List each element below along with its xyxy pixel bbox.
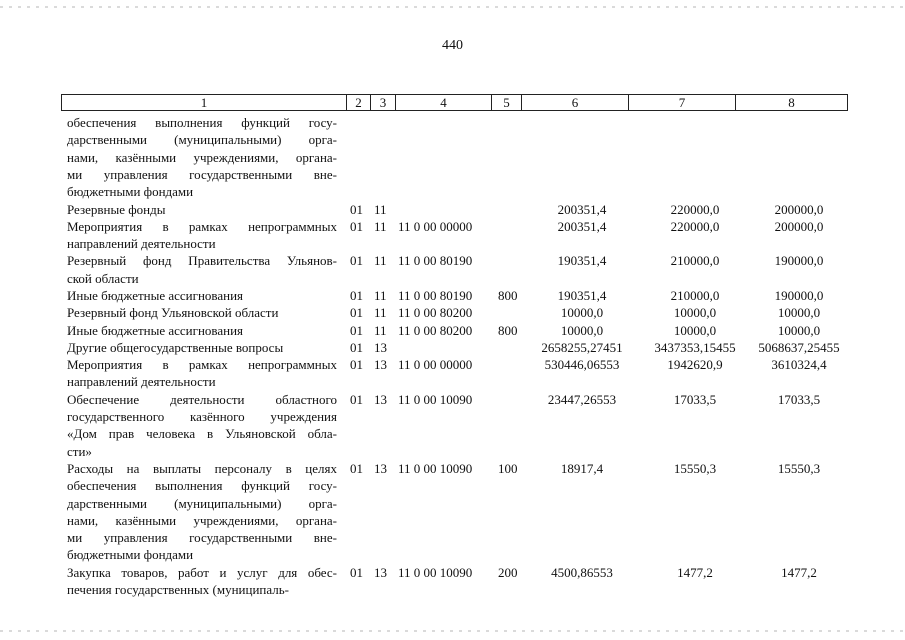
header-col-6: 6 [521, 95, 628, 110]
table-row [0, 218, 905, 253]
section-code: 01 [350, 201, 363, 217]
amount-year-2: 15550,3 [673, 460, 717, 476]
subsection-code: 13 [374, 357, 387, 373]
amount-year-1: 10000,0 [560, 322, 604, 338]
target-article: 11 0 00 80190 [398, 287, 473, 303]
section-code: 01 [350, 391, 363, 407]
amount-year-3: 10000,0 [777, 322, 821, 338]
subsection-code: 11 [374, 218, 387, 234]
header-col-8: 8 [735, 95, 847, 110]
description-line: обеспечения выполнения функций госу- [67, 115, 337, 130]
description-line: Иные бюджетные ассигнования [67, 287, 244, 303]
description-line: Расходы на выплаты персоналу в целях [67, 460, 337, 476]
table-row [0, 114, 905, 201]
amount-year-2: 210000,0 [670, 287, 720, 303]
description-line: ми управления государственными вне- [67, 166, 337, 182]
subsection-code: 13 [374, 460, 387, 476]
header-col-1: 1 [200, 95, 208, 110]
table-row [0, 391, 905, 460]
row-description [67, 564, 337, 599]
subsection-code: 13 [374, 564, 387, 580]
section-code: 01 [350, 357, 363, 373]
table-row [0, 304, 905, 321]
table-row [0, 564, 905, 599]
amount-year-2: 220000,0 [670, 201, 720, 217]
amount-year-1: 190351,4 [557, 253, 607, 269]
amount-year-1: 23447,26553 [547, 391, 617, 407]
description-line: дарственными (муниципальными) орга- [67, 495, 337, 511]
expense-type: 100 [498, 460, 518, 476]
amount-year-3: 190000,0 [774, 287, 824, 303]
row-description [67, 356, 337, 391]
amount-year-1: 4500,86553 [551, 564, 613, 580]
scan-artifact-top [0, 6, 905, 8]
target-article: 11 0 00 00000 [398, 218, 473, 234]
table-row [0, 460, 905, 564]
description-line: ской области [67, 270, 139, 286]
amount-year-2: 17033,5 [673, 391, 717, 407]
amount-year-2: 10000,0 [673, 322, 717, 338]
amount-year-3: 15550,3 [777, 460, 821, 476]
subsection-code: 11 [374, 287, 387, 303]
description-line: Резервный фонд Ульяновской области [67, 305, 279, 321]
subsection-code: 11 [374, 305, 387, 321]
table-row [0, 252, 905, 287]
table-header [61, 94, 848, 111]
target-article: 11 0 00 10090 [398, 564, 473, 580]
amount-year-1: 530446,06553 [544, 357, 620, 373]
row-description [67, 391, 337, 460]
amount-year-3: 200000,0 [774, 201, 824, 217]
row-description [67, 322, 337, 339]
amount-year-3: 200000,0 [774, 218, 824, 234]
target-article: 11 0 00 00000 [398, 357, 473, 373]
header-col-7: 7 [628, 95, 735, 110]
description-line: Резервный фонд Правительства Ульянов- [67, 253, 337, 269]
description-line: дарственными (муниципальными) орга- [67, 132, 337, 148]
subsection-code: 11 [374, 201, 387, 217]
row-description [67, 252, 337, 287]
row-description [67, 114, 337, 200]
description-line: нами, казёнными учреждениями, органа- [67, 149, 337, 165]
section-code: 01 [350, 218, 363, 234]
description-line: Обеспечение деятельности областного [67, 391, 337, 407]
subsection-code: 13 [374, 391, 387, 407]
expense-type: 800 [498, 322, 518, 338]
target-article: 11 0 00 10090 [398, 460, 473, 476]
table-row [0, 339, 905, 356]
section-code: 01 [350, 322, 363, 338]
amount-year-2: 3437353,15455 [654, 339, 736, 355]
table-row [0, 201, 905, 218]
amount-year-1: 200351,4 [557, 201, 607, 217]
section-code: 01 [350, 253, 363, 269]
row-description [67, 339, 337, 356]
header-col-5: 5 [491, 95, 521, 110]
amount-year-1: 10000,0 [560, 305, 604, 321]
description-line: бюджетными фондами [67, 547, 194, 563]
description-line: ми управления государственными вне- [67, 530, 337, 546]
description-line: направлений деятельности [67, 374, 216, 390]
target-article: 11 0 00 80190 [398, 253, 473, 269]
row-description [67, 201, 337, 218]
scan-artifact-bottom [0, 630, 905, 632]
subsection-code: 11 [374, 253, 387, 269]
table-row [0, 356, 905, 391]
description-line: Резервные фонды [67, 201, 166, 217]
description-line: Иные бюджетные ассигнования [67, 322, 244, 338]
section-code: 01 [350, 287, 363, 303]
amount-year-1: 200351,4 [557, 218, 607, 234]
table-row [0, 287, 905, 304]
section-code: 01 [350, 564, 363, 580]
amount-year-3: 3610324,4 [771, 357, 827, 373]
amount-year-3: 5068637,25455 [758, 339, 840, 355]
target-article: 11 0 00 80200 [398, 322, 473, 338]
amount-year-2: 1477,2 [677, 564, 713, 580]
description-line: Мероприятия в рамках непрограммных [67, 218, 337, 234]
row-description [67, 304, 337, 321]
description-line: нами, казёнными учреждениями, органа- [67, 512, 337, 528]
amount-year-1: 190351,4 [557, 287, 607, 303]
header-col-2: 2 [346, 95, 370, 110]
page-number: 440 [442, 38, 463, 53]
expense-type: 800 [498, 287, 518, 303]
section-code: 01 [350, 339, 363, 355]
section-code: 01 [350, 460, 363, 476]
amount-year-3: 17033,5 [777, 391, 821, 407]
description-line: сти» [67, 443, 92, 459]
description-line: направлений деятельности [67, 236, 216, 252]
row-description [67, 218, 337, 253]
description-line: «Дом прав человека в Ульяновской обла- [67, 426, 337, 442]
amount-year-3: 10000,0 [777, 305, 821, 321]
table-body [0, 114, 905, 598]
amount-year-1: 18917,4 [560, 460, 604, 476]
row-description [67, 460, 337, 564]
header-col-3: 3 [370, 95, 395, 110]
amount-year-1: 2658255,27451 [541, 339, 623, 355]
amount-year-2: 10000,0 [673, 305, 717, 321]
amount-year-3: 190000,0 [774, 253, 824, 269]
header-col-4: 4 [395, 95, 491, 110]
description-line: Другие общегосударственные вопросы [67, 339, 284, 355]
amount-year-3: 1477,2 [781, 564, 817, 580]
description-line: Мероприятия в рамках непрограммных [67, 357, 337, 373]
section-code: 01 [350, 305, 363, 321]
description-line: бюджетными фондами [67, 184, 194, 200]
description-line: обеспечения выполнения функций госу- [67, 478, 337, 494]
description-line: государственного казённого учреждения [67, 409, 337, 425]
amount-year-2: 1942620,9 [667, 357, 723, 373]
expense-type: 200 [498, 564, 518, 580]
row-description [67, 287, 337, 304]
subsection-code: 13 [374, 339, 387, 355]
amount-year-2: 210000,0 [670, 253, 720, 269]
amount-year-2: 220000,0 [670, 218, 720, 234]
description-line: Закупка товаров, работ и услуг для обес- [67, 564, 337, 580]
subsection-code: 11 [374, 322, 387, 338]
description-line: печения государственных (муниципаль- [67, 582, 290, 598]
target-article: 11 0 00 80200 [398, 305, 473, 321]
table-row [0, 322, 905, 339]
target-article: 11 0 00 10090 [398, 391, 473, 407]
